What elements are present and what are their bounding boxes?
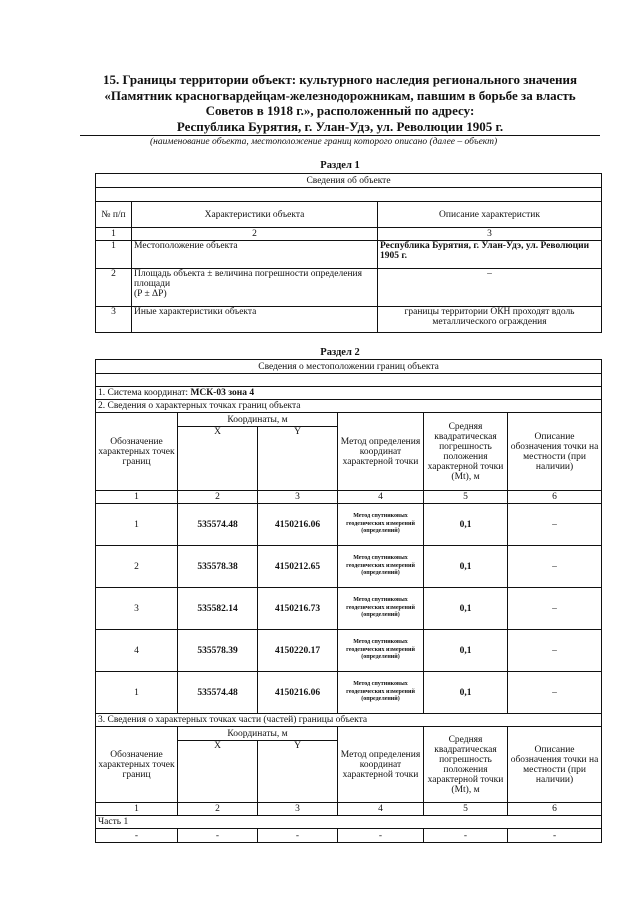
col-error-header: Средняя квадратическая погрешность положения характерной точки (Mt), м — [424, 413, 508, 491]
point-x: 535578.38 — [178, 546, 258, 588]
title-subtitle: (наименование объекта, местоположение границ которого описано (далее – объект) — [150, 137, 498, 147]
coordinate-system-label: 1. Система координат: — [98, 388, 191, 398]
row-description: границы территории ОКН проходят вдоль металлического ограждения — [378, 307, 602, 333]
index-cell: 1 — [96, 228, 132, 241]
col-num-header: № п/п — [96, 202, 132, 228]
point-description: – — [508, 672, 602, 714]
col-method-header: Метод определения координат характерной точки — [338, 413, 424, 491]
index-cell: 2 — [178, 803, 258, 816]
row-description: – — [378, 269, 602, 307]
spacer-row — [96, 374, 602, 387]
index-cell: 6 — [508, 491, 602, 504]
point-error: 0,1 — [424, 546, 508, 588]
point-y: 4150216.06 — [258, 504, 338, 546]
coordinate-system — [96, 387, 602, 400]
table-row — [96, 546, 602, 588]
part-cell: - — [178, 829, 258, 843]
point-y: 4150220.17 — [258, 630, 338, 672]
points-header: 2. Сведения о характерных точках границ объекта — [96, 400, 602, 413]
part-cell: - — [424, 829, 508, 843]
part-cell: - — [508, 829, 602, 843]
point-x: 535582.14 — [178, 588, 258, 630]
point-description: – — [508, 630, 602, 672]
index-cell: 3 — [258, 491, 338, 504]
col-method-header: Метод определения координат характерной точки — [338, 727, 424, 803]
row-characteristic: Местоположение объекта — [132, 241, 378, 269]
title-line-3: Советов в 1918 г.», расположенный по адресу: — [205, 103, 475, 118]
point-description: – — [508, 504, 602, 546]
index-cell: 1 — [96, 491, 178, 504]
col-y-header: Y — [258, 427, 338, 491]
point-id: 2 — [96, 546, 178, 588]
col-coordinates-header: Координаты, м — [178, 413, 338, 427]
characteristic-text: Площадь объекта ± величина погрешности определения площади — [134, 269, 362, 289]
point-y: 4150216.73 — [258, 588, 338, 630]
section-2-table — [95, 359, 602, 843]
col-y-header: Y — [258, 741, 338, 803]
col-coordinates-header: Координаты, м — [178, 727, 338, 741]
index-cell: 6 — [508, 803, 602, 816]
characteristic-formula: (P ± ΔP) — [134, 289, 167, 299]
point-id: 1 — [96, 504, 178, 546]
point-method: Метод спутниковых геодезических измерений (определений) — [338, 672, 424, 714]
row-num: 1 — [96, 241, 132, 269]
row-characteristic — [132, 269, 378, 307]
section-1-label: Раздел 1 — [320, 160, 360, 171]
col-description-header: Описание обозначения точки на местности (при наличии) — [508, 727, 602, 803]
row-characteristic: Иные характеристики объекта — [132, 307, 378, 333]
section-1-table — [95, 173, 602, 333]
part-points-header: 3. Сведения о характерных точках части (частей) границы объекта — [96, 714, 602, 727]
point-error: 0,1 — [424, 588, 508, 630]
part-cell: - — [338, 829, 424, 843]
point-method: Метод спутниковых геодезических измерений (определений) — [338, 630, 424, 672]
index-cell: 2 — [132, 228, 378, 241]
part-cell: - — [258, 829, 338, 843]
table-row — [96, 588, 602, 630]
document-title — [80, 72, 600, 136]
point-id: 3 — [96, 588, 178, 630]
point-error: 0,1 — [424, 504, 508, 546]
point-description: – — [508, 588, 602, 630]
section-1-header: Сведения об объекте — [96, 174, 602, 188]
point-method: Метод спутниковых геодезических измерений (определений) — [338, 546, 424, 588]
point-y: 4150212.65 — [258, 546, 338, 588]
index-cell: 5 — [424, 803, 508, 816]
col-designation-header: Обозначение характерных точек границ — [96, 413, 178, 491]
point-error: 0,1 — [424, 630, 508, 672]
col-description-header: Описание обозначения точки на местности (при наличии) — [508, 413, 602, 491]
row-description: Республика Бурятия, г. Улан-Удэ, ул. Революции 1905 г. — [378, 241, 602, 269]
title-line-1: 15. Границы территории объект: культурного наследия регионального значения — [102, 72, 578, 87]
part-cell: - — [96, 829, 178, 843]
col-x-header: X — [178, 427, 258, 491]
part-label: Часть 1 — [96, 816, 602, 829]
point-x: 535578.39 — [178, 630, 258, 672]
index-cell: 2 — [178, 491, 258, 504]
spacer-row — [96, 188, 602, 202]
title-line-4: Республика Бурятия, г. Улан-Удэ, ул. Революции 1905 г. — [80, 119, 600, 137]
table-row — [96, 630, 602, 672]
index-cell: 1 — [96, 803, 178, 816]
coordinate-system-value: МСК-03 зона 4 — [190, 388, 255, 398]
table-row — [96, 504, 602, 546]
section-2-header: Сведения о местоположении границ объекта — [96, 360, 602, 374]
title-line-2: «Памятник красногвардейцам-железнодорожникам, павшим в борьбе за власть — [104, 87, 576, 103]
point-method: Метод спутниковых геодезических измерений (определений) — [338, 588, 424, 630]
index-cell: 3 — [378, 228, 602, 241]
col-designation-header: Обозначение характерных точек границ — [96, 727, 178, 803]
point-error: 0,1 — [424, 672, 508, 714]
row-num: 2 — [96, 269, 132, 307]
point-id: 4 — [96, 630, 178, 672]
index-cell: 5 — [424, 491, 508, 504]
point-x: 535574.48 — [178, 672, 258, 714]
section-2-label: Раздел 2 — [320, 347, 360, 358]
index-cell: 4 — [338, 803, 424, 816]
col-error-header: Средняя квадратическая погрешность положения характерной точки (Mt), м — [424, 727, 508, 803]
point-x: 535574.48 — [178, 504, 258, 546]
point-y: 4150216.06 — [258, 672, 338, 714]
point-method: Метод спутниковых геодезических измерений (определений) — [338, 504, 424, 546]
col-description-header: Описание характеристик — [378, 202, 602, 228]
table-row — [96, 672, 602, 714]
col-characteristic-header: Характеристики объекта — [132, 202, 378, 228]
index-cell: 4 — [338, 491, 424, 504]
point-id: 1 — [96, 672, 178, 714]
index-cell: 3 — [258, 803, 338, 816]
col-x-header: X — [178, 741, 258, 803]
row-num: 3 — [96, 307, 132, 333]
point-description: – — [508, 546, 602, 588]
table-row — [96, 829, 602, 843]
